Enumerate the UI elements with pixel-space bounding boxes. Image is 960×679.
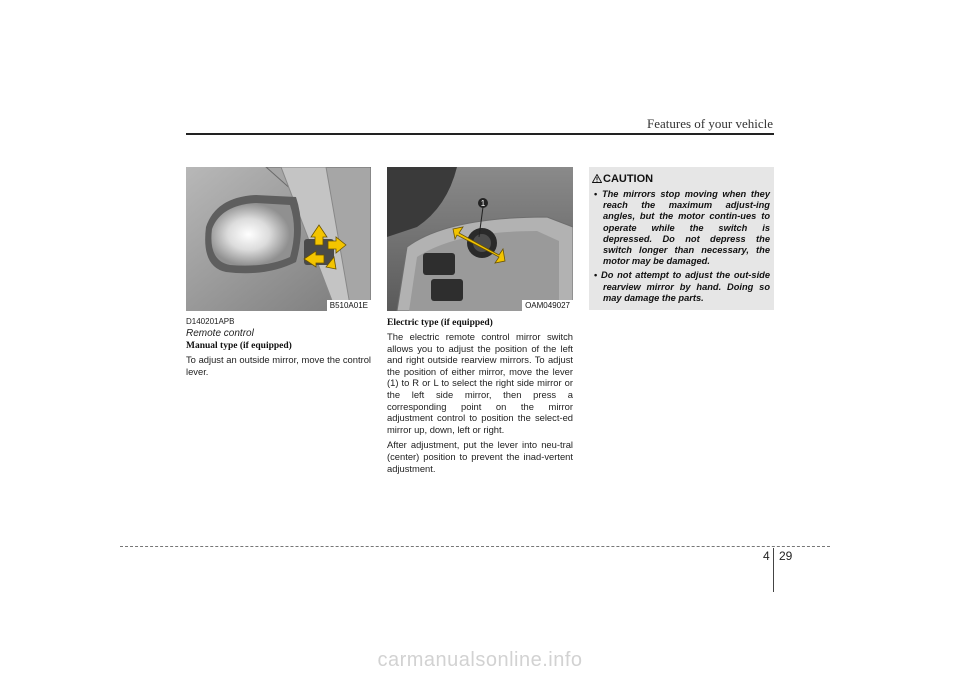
manual-type-paragraph: To adjust an outside mirror, move the control lever. [186, 354, 371, 377]
footer-divider [773, 548, 774, 592]
figure-label: OAM049027 [522, 300, 573, 311]
electric-paragraph-1: The electric remote control mirror switch allows you to adjust the position of the left and right outside rearview mirrors. To adjust the position of either mirror, move the lever (1) to R or L to select the right side mirror or the left side mirror, then press a corresponding point on the mirror adjustment control to position the select-ed mirror up, down, left or right. [387, 331, 573, 435]
section-title: Remote control [186, 328, 254, 339]
header-rule [186, 133, 774, 135]
section-code: D140201APB [186, 317, 235, 326]
page-number: 29 [779, 549, 793, 563]
caution-list [594, 189, 770, 307]
electric-mirror-switch-figure [387, 167, 573, 311]
caution-item: • Do not attempt to adjust the out-side rearview mirror by hand. Doing so may damage the parts. [594, 270, 770, 304]
footer-rule [120, 546, 830, 547]
manual-type-subtitle: Manual type (if equipped) [186, 341, 292, 351]
chapter-number: 4 [763, 549, 770, 563]
page-header-title: Features of your vehicle [647, 116, 773, 131]
mirror-illustration [186, 167, 371, 311]
caution-title: CAUTION [603, 173, 654, 185]
caution-item: • The mirrors stop moving when they reach the maximum adjust-ing angles, but the motor contin-ues to operate while the switch is depressed. Do not depress the switch longer than necessary, the motor may be damaged. [594, 189, 770, 267]
electric-type-subtitle: Electric type (if equipped) [387, 318, 493, 328]
switch-illustration [387, 167, 573, 311]
watermark: carmanualsonline.info [377, 649, 583, 671]
caution-box [589, 167, 774, 310]
callout-number: 1 [480, 199, 486, 208]
figure-label: B510A01E [327, 300, 371, 311]
electric-type-text [387, 331, 573, 478]
electric-paragraph-2: After adjustment, put the lever into neu-tral (center) position to prevent the inad-vertent adjustment. [387, 439, 573, 474]
manual-mirror-figure [186, 167, 371, 311]
warning-triangle-icon [592, 174, 602, 183]
